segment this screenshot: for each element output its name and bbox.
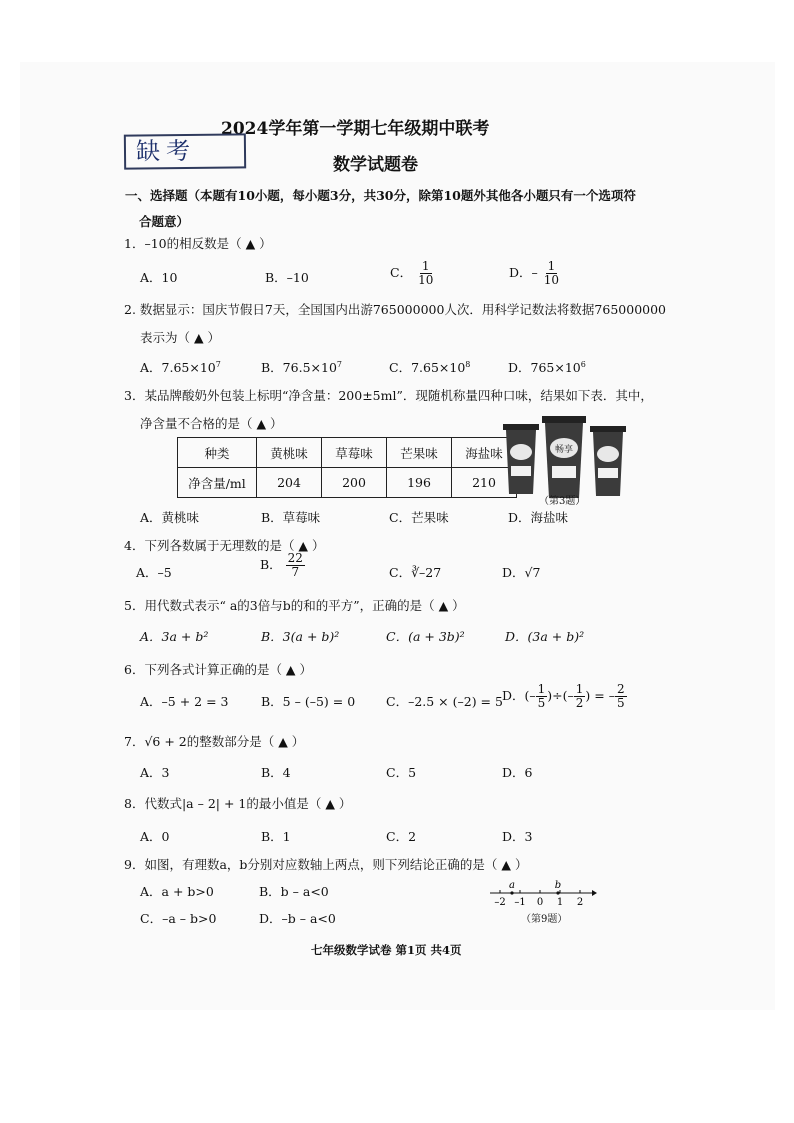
q7-stem: 7．√6 + 2的整数部分是（ ▲ ） [124, 734, 305, 749]
q5-option-b: B．3(a + b)² [261, 629, 340, 644]
absent-stamp: 缺考 [124, 133, 246, 169]
q9-number-line [488, 878, 598, 912]
table-cell: 196 [387, 468, 452, 498]
q1-c-label: C． [390, 265, 413, 280]
yogurt-cup-right [590, 426, 626, 496]
axis-tick-label: –2 [494, 897, 506, 908]
q1-d-label: D．– [509, 265, 538, 280]
q4-option-a: A．–5 [136, 565, 172, 580]
axis-tick-label: 1 [556, 897, 564, 908]
q9-option-d: D．–b – a<0 [259, 911, 336, 926]
table-header-cell: 黄桃味 [257, 438, 322, 468]
yogurt-cup-left [503, 424, 539, 494]
cup-brand-label: 畅享 [554, 445, 574, 455]
q7-option-c: C．5 [386, 765, 417, 780]
axis-arrow-icon [592, 890, 597, 896]
section-heading: 一、选择题（本题有10小题，每小题3分，共30分，除第10题外其他各小题只有一个选项符 [125, 188, 636, 203]
q1-option-c [390, 260, 435, 287]
q8-option-b: B．1 [261, 829, 291, 844]
q9-figure-caption: （第9题） [521, 914, 568, 925]
page-subtitle: 数学试题卷 [333, 155, 418, 175]
table-row [178, 468, 517, 498]
q3-option-c: C．芒果味 [389, 510, 449, 525]
page-footer: 七年级数学试卷 第1页 共4页 [311, 943, 462, 957]
q7-option-b: B．4 [261, 765, 291, 780]
q9-stem: 9．如图，有理数a，b分别对应数轴上两点，则下列结论正确的是（ ▲ ） [124, 857, 528, 872]
q1-option-a: A．10 [140, 270, 178, 285]
q3-stem-cont: 净含量不合格的是（ ▲ ） [140, 416, 283, 431]
point-b-label: b [554, 880, 562, 891]
q6-stem: 6．下列各式计算正确的是（ ▲ ） [124, 662, 313, 677]
table-header-cell: 种类 [178, 438, 257, 468]
q1-option-b: B．–10 [265, 270, 309, 285]
q2-option-d: D．$765\times 10^6$ [508, 359, 586, 375]
point-a-dot [510, 891, 513, 894]
q3-net-content-table [177, 437, 517, 498]
q8-option-d: D．3 [502, 829, 533, 844]
q4-option-d: D．√7 [502, 565, 541, 580]
table-cell: 210 [452, 468, 517, 498]
point-a-label: a [509, 880, 515, 891]
axis-tick-label: –1 [514, 897, 526, 908]
q5-option-c: C．(a + 3b)² [386, 629, 465, 644]
q4-stem: 4．下列各数属于无理数的是（ ▲ ） [124, 538, 325, 553]
q6-option-d: D．(– $\frac{1}{5}$ )÷(– $\frac{1}{2}$ ) = – $\frac{2}{5}$ [502, 682, 625, 710]
q2-stem-cont: 表示为（ ▲ ） [140, 330, 221, 345]
q3-stem: 3．某品牌酸奶外包装上标明“净含量：200±5ml”．现随机称量四种口味，结果如下表．其中， [124, 388, 653, 403]
q8-option-a: A．0 [140, 829, 170, 844]
q2-stem: 2. 数据显示：国庆节假日7天，全国国内出游765000000人次．用科学记数法将数据765000000 [124, 302, 667, 317]
q2-option-b: B．$76.5\times 10^7$ [261, 359, 342, 375]
table-cell: 200 [322, 468, 387, 498]
q4-option-c: C．∛–27 [389, 565, 442, 580]
q7-option-a: A．3 [140, 765, 170, 780]
q1-c-fraction: $\frac{1}{10}$ [418, 259, 434, 287]
q3-option-b: B．草莓味 [261, 510, 321, 525]
q8-stem: 8．代数式|a – 2| + 1的最小值是（ ▲ ） [124, 796, 352, 811]
point-b-dot [556, 891, 559, 894]
q5-stem: 5．用代数式表示“ a的3倍与b的和的平方”，正确的是（ ▲ ） [124, 598, 465, 613]
q5-option-d: D．(3a + b)² [505, 629, 585, 644]
q2-option-c: C．$7.65\times 10^8$ [389, 359, 471, 375]
q4-b-label: B． [260, 557, 282, 572]
q9-option-c: C．–a – b>0 [140, 911, 217, 926]
table-cell: 204 [257, 468, 322, 498]
q7-option-d: D．6 [502, 765, 533, 780]
q5-option-a: A．3a + b² [140, 629, 209, 644]
q2-option-a: A．$7.65\times 10^7$ [140, 359, 221, 375]
table-header-cell: 草莓味 [322, 438, 387, 468]
section-heading-cont: 合题意） [139, 214, 190, 229]
q6-option-a: A．–5 + 2 = 3 [140, 694, 229, 709]
q8-option-c: C．2 [386, 829, 417, 844]
table-header-cell: 芒果味 [387, 438, 452, 468]
table-header-row [178, 438, 517, 468]
axis-tick-label: 2 [576, 897, 584, 908]
q3-figure-caption: （第3题） [539, 496, 586, 507]
page-title: 2024学年第一学期七年级期中联考 [221, 119, 490, 139]
q9-option-b: B．b – a<0 [259, 884, 329, 899]
table-header-cell: 海盐味 [452, 438, 517, 468]
axis-tick-label: 0 [536, 897, 544, 908]
q3-option-a: A．黄桃味 [140, 510, 200, 525]
q9-option-a: A．a + b>0 [140, 884, 214, 899]
q4-option-b [260, 552, 305, 579]
q6-option-c: C．–2.5 × (–2) = 5 [386, 694, 503, 709]
q1-d-fraction: $\frac{1}{10}$ [543, 259, 560, 287]
yogurt-cup-center [542, 416, 586, 498]
q3-option-d: D．海盐味 [508, 510, 569, 525]
table-cell: 净含量/ml [178, 468, 257, 498]
q1-stem: 1．–10的相反数是（ ▲ ） [124, 236, 272, 251]
q1-option-d [509, 260, 561, 287]
q6-option-b: B．5 – (–5) = 0 [261, 694, 356, 709]
q4-b-fraction: $\frac{22}{7}$ [287, 551, 303, 579]
